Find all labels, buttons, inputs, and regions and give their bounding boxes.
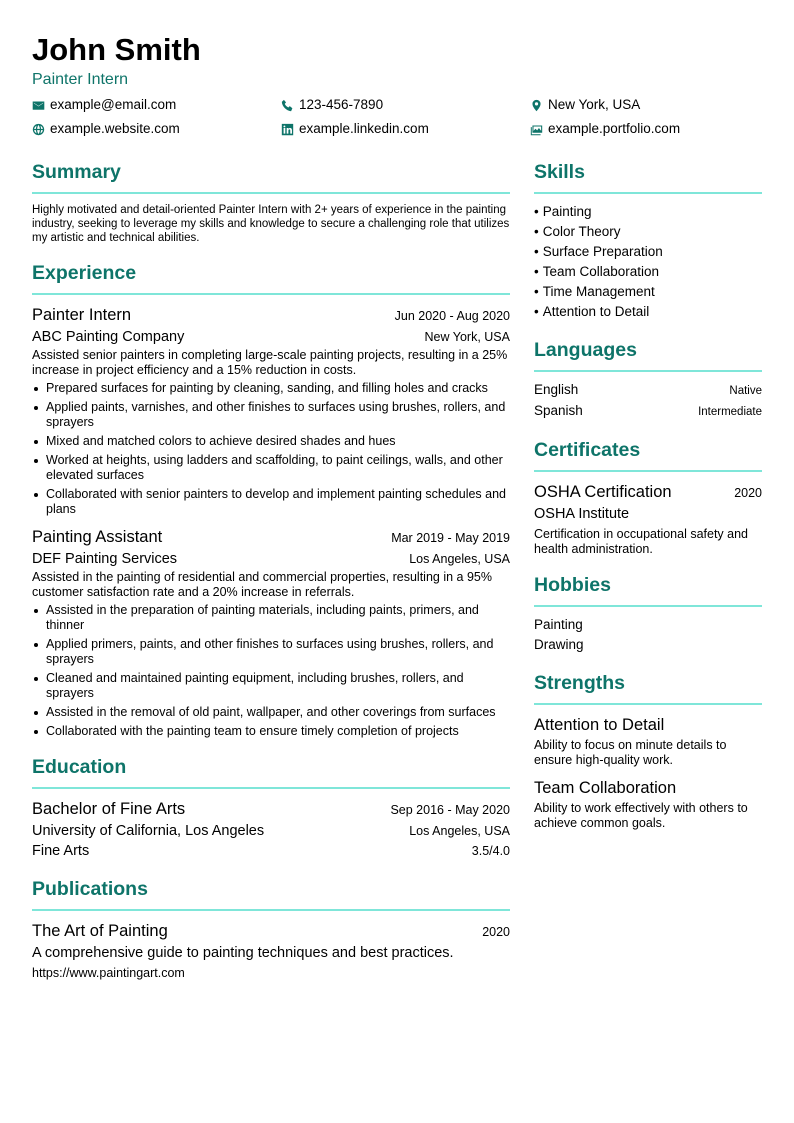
job-bullets: [32, 603, 510, 739]
strength-description: Ability to focus on minute details to ensure high-quality work.: [534, 738, 727, 767]
strengths-section: [534, 671, 762, 831]
education-entry: [32, 798, 510, 861]
strength-title: Attention to Detail: [534, 716, 665, 734]
strengths-heading: Strengths: [534, 671, 762, 705]
job-bullet: Cleaned and maintained painting equipment, including brushes, rollers, and sprayers: [46, 671, 510, 701]
publication-description: A comprehensive guide to painting techniques and best practices.: [32, 945, 454, 961]
job-company: ABC Painting Company: [32, 329, 185, 345]
job-company: DEF Painting Services: [32, 551, 178, 567]
languages-section: [534, 338, 762, 422]
job-title: Painter Intern: [32, 306, 132, 324]
education-dates: Sep 2016 - May 2020: [390, 803, 510, 817]
hobbies-list: [534, 615, 762, 655]
language-name: English: [534, 382, 579, 397]
publications-heading: Publications: [32, 877, 510, 911]
job-entry: [32, 526, 510, 739]
certificate-description: Certification in occupational safety and health administration.: [534, 527, 749, 556]
hobby-item: Painting: [534, 617, 583, 632]
language-name: Spanish: [534, 403, 583, 418]
skills-heading: Skills: [534, 160, 762, 194]
job-description: Assisted in the painting of residential and commercial properties, resulting in a 95% customer satisfaction rate and a 20% increase in referrals.: [32, 570, 492, 599]
certificates-heading: Certificates: [534, 438, 762, 472]
phone-icon: [281, 99, 294, 112]
candidate-role: Painter Intern: [32, 71, 129, 88]
certificate-name: OSHA Certification: [534, 483, 672, 501]
job-dates: Mar 2019 - May 2019: [391, 531, 510, 545]
skill-item: • Surface Preparation: [534, 244, 663, 259]
contact-info: [32, 96, 762, 138]
candidate-name: John Smith: [32, 32, 201, 67]
contact-website-text: example.website.com: [50, 121, 180, 136]
certificates-section: [534, 438, 762, 557]
certificate-year: 2020: [734, 486, 762, 500]
left-column: [32, 160, 510, 999]
hobbies-section: [534, 573, 762, 655]
location-icon: [530, 99, 543, 112]
school-name: University of California, Los Angeles: [32, 823, 265, 839]
job-bullet: Worked at heights, using ladders and scaffolding, to paint ceilings, walls, and other elevated surfaces: [46, 453, 510, 483]
job-title: Painting Assistant: [32, 528, 163, 546]
experience-heading: Experience: [32, 261, 510, 295]
publication-entry: [32, 920, 510, 983]
skill-item: • Color Theory: [534, 224, 621, 239]
mail-icon: [32, 99, 45, 112]
contact-portfolio-text: example.portfolio.com: [548, 121, 681, 136]
language-level: Intermediate: [698, 406, 762, 418]
contact-portfolio[interactable]: [530, 120, 762, 138]
skill-item: • Time Management: [534, 284, 655, 299]
job-location: Los Angeles, USA: [409, 552, 510, 566]
contact-phone[interactable]: [281, 96, 530, 114]
school-location: Los Angeles, USA: [409, 824, 510, 838]
education-heading: Education: [32, 755, 510, 789]
job-bullets: [32, 381, 510, 517]
strength-description: Ability to work effectively with others to achieve common goals.: [534, 801, 748, 830]
job-bullet: Collaborated with senior painters to develop and implement painting schedules and plans: [46, 487, 510, 517]
skills-list: [534, 202, 762, 322]
skill-item: • Attention to Detail: [534, 304, 650, 319]
summary-text: Highly motivated and detail-oriented Painter Intern with 2+ years of experience in the painting industry, seeking to leverage my skills and knowledge to secure a challenging role that utilizes my artistic and technical abilities.: [32, 204, 510, 244]
globe-icon: [32, 123, 45, 136]
resume-page: [32, 30, 762, 999]
contact-email-text: example@email.com: [50, 97, 177, 112]
contact-email[interactable]: [32, 96, 281, 114]
job-bullet: Applied primers, paints, and other finishes to surfaces using brushes, rollers, and sprayers: [46, 637, 510, 667]
contact-linkedin-text: example.linkedin.com: [299, 121, 429, 136]
skill-item: • Painting: [534, 204, 592, 219]
portfolio-icon: [530, 123, 543, 136]
contact-phone-text: 123-456-7890: [299, 97, 384, 112]
job-description: Assisted senior painters in completing large-scale painting projects, resulting in a 25% increase in project efficiency and a 15% reduction in costs.: [32, 348, 508, 377]
summary-heading: Summary: [32, 160, 510, 194]
publication-title: The Art of Painting: [32, 922, 168, 940]
strength-entry: [534, 777, 762, 831]
degree-title: Bachelor of Fine Arts: [32, 800, 186, 818]
job-bullet: Assisted in the removal of old paint, wallpaper, and other coverings from surfaces: [46, 705, 510, 720]
contact-location: [530, 96, 762, 114]
contact-linkedin[interactable]: [281, 120, 530, 138]
language-level: Native: [729, 385, 762, 397]
resume-columns: [32, 160, 762, 999]
job-dates: Jun 2020 - Aug 2020: [394, 309, 510, 323]
experience-section: [32, 261, 510, 739]
hobby-item: Drawing: [534, 637, 584, 652]
education-gpa: 3.5/4.0: [471, 844, 510, 858]
education-field: Fine Arts: [32, 843, 90, 859]
strength-title: Team Collaboration: [534, 779, 677, 797]
certificate-entry: [534, 481, 762, 557]
strength-entry: [534, 714, 762, 768]
job-bullet: Prepared surfaces for painting by cleaning, sanding, and filling holes and cracks: [46, 381, 510, 396]
language-item: [534, 380, 762, 401]
publications-section: [32, 877, 510, 983]
summary-section: [32, 160, 510, 245]
job-bullet: Assisted in the preparation of painting materials, including paints, primers, and thinner: [46, 603, 510, 633]
languages-list: [534, 380, 762, 422]
job-bullet: Mixed and matched colors to achieve desired shades and hues: [46, 434, 510, 449]
job-bullet: Collaborated with the painting team to ensure timely completion of projects: [46, 724, 510, 739]
publication-year: 2020: [482, 925, 510, 939]
publication-url[interactable]: https://www.paintingart.com: [32, 966, 185, 980]
hobbies-heading: Hobbies: [534, 573, 762, 607]
job-location: New York, USA: [424, 330, 510, 344]
right-column: [534, 160, 762, 999]
language-item: [534, 401, 762, 422]
contact-location-text: New York, USA: [548, 97, 641, 112]
languages-heading: Languages: [534, 338, 762, 372]
job-bullet: Applied paints, varnishes, and other finishes to surfaces using brushes, rollers, and sprayers: [46, 400, 510, 430]
certificate-issuer: OSHA Institute: [534, 506, 630, 522]
contact-website[interactable]: [32, 120, 281, 138]
skills-section: [534, 160, 762, 322]
job-entry: [32, 304, 510, 517]
linkedin-icon: [281, 123, 294, 136]
education-section: [32, 755, 510, 861]
skill-item: • Team Collaboration: [534, 264, 660, 279]
